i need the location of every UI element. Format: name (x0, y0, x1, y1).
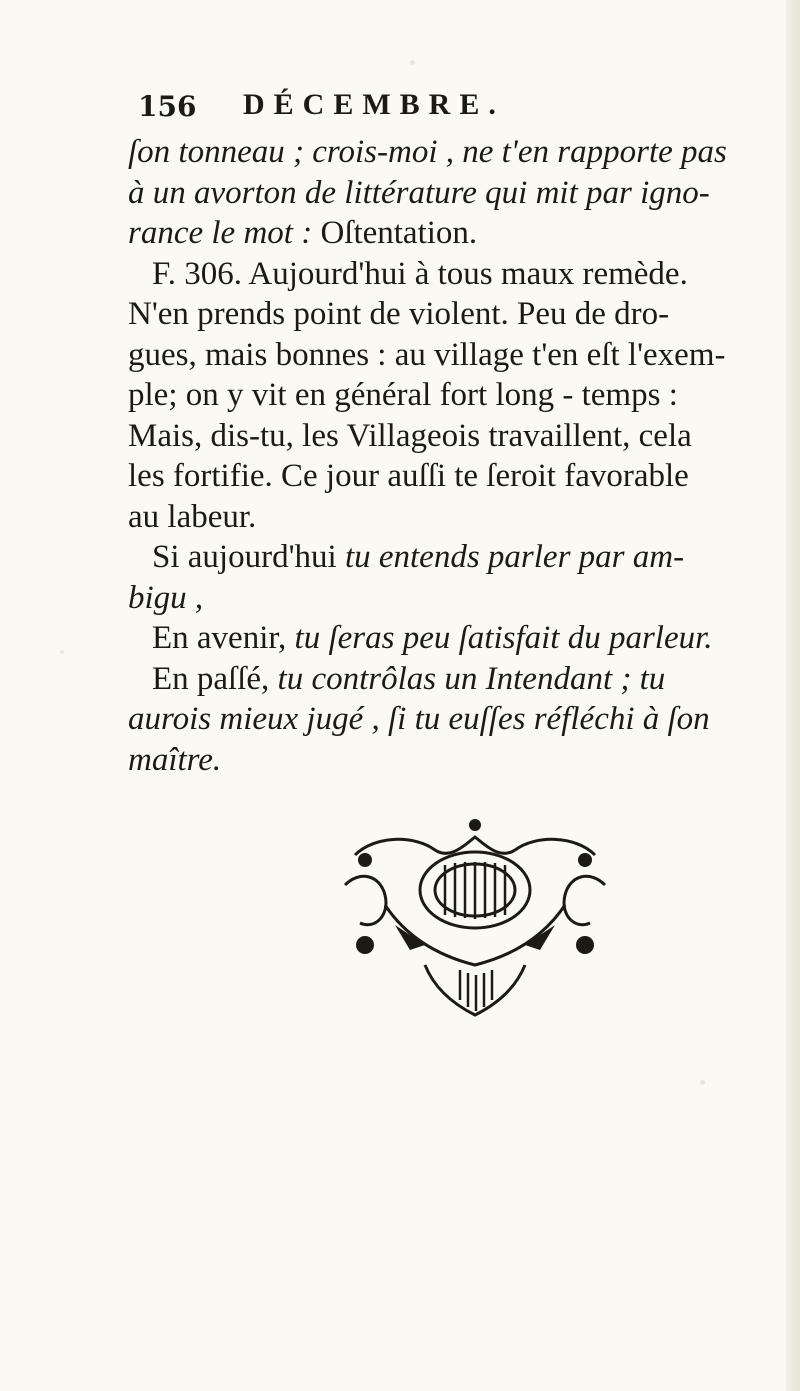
italic-text-segment: tu contrôlas un Intendant ; tu (277, 660, 666, 697)
text-segment: En avenir, (152, 620, 295, 656)
page-header (138, 88, 658, 132)
text-line (128, 740, 768, 781)
page-edge (786, 0, 800, 1391)
text-line (128, 497, 768, 538)
italic-text-segment: tu entends parler par am- (344, 539, 685, 575)
text-segment: gues, mais bonnes : au village t'en eſt l'exem- (128, 336, 726, 373)
text-segment: ple; on y vit en général fort long - temps : (128, 377, 678, 413)
page-text (128, 132, 768, 780)
italic-text-segment: à un avorton de littérature qui mit par igno- (128, 174, 710, 211)
text-line (128, 173, 768, 214)
paper-speck (410, 60, 415, 65)
text-line (128, 659, 768, 700)
text-segment: les fortifie. Ce jour auſſi te ſeroit favorable (128, 458, 689, 494)
text-line (128, 578, 768, 619)
running-title: DÉCEMBRE. (243, 88, 505, 121)
text-segment: Oſtentation. (320, 215, 478, 251)
italic-text-segment: tu ſeras peu ſatisfait du parleur. (294, 620, 713, 656)
italic-text-segment: rance le mot : (128, 215, 321, 251)
text-segment: N'en prends point de violent. Peu de dro- (128, 296, 670, 332)
text-line (128, 132, 768, 173)
text-line (128, 375, 768, 416)
text-segment: Mais, dis-tu, les Villageois travaillent, cela (128, 417, 692, 454)
italic-text-segment: aurois mieux jugé , ſi tu euſſes réfléchi à ſon (128, 701, 710, 737)
text-line (128, 335, 768, 376)
italic-text-segment: bigu , (128, 579, 204, 616)
tailpiece-ornament (335, 815, 615, 1020)
page-number: 156 (138, 90, 197, 123)
text-line (128, 416, 768, 457)
text-line (128, 537, 768, 578)
text-line (128, 254, 768, 295)
text-line (128, 294, 768, 335)
text-line (128, 456, 768, 497)
paper-speck (700, 1080, 705, 1085)
text-line (128, 213, 768, 254)
text-segment: F. 306. Aujourd'hui à tous maux remède. (152, 255, 688, 292)
italic-text-segment: ſon tonneau ; crois-moi , ne t'en rapporte pas (128, 134, 727, 170)
text-line (128, 618, 768, 659)
text-line (128, 699, 768, 740)
text-segment: au labeur. (128, 498, 257, 535)
italic-text-segment: maître. (128, 741, 222, 778)
text-segment: Si aujourd'hui (152, 539, 345, 575)
paper-speck (60, 650, 64, 654)
text-segment: En paſſé, (152, 660, 278, 697)
